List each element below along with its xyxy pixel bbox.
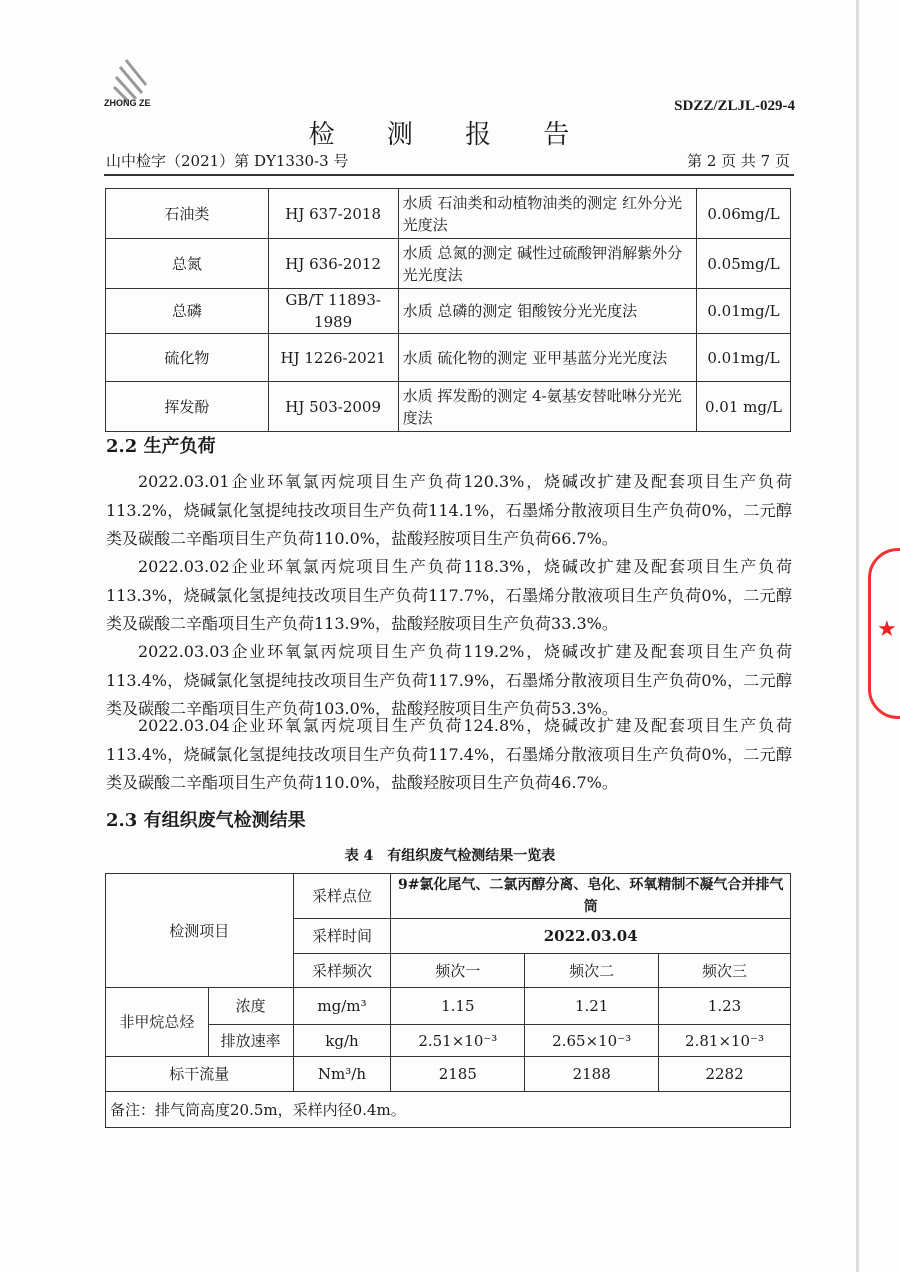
table-row bbox=[106, 289, 791, 334]
cell-method: 水质 总氮的测定 碱性过硫酸钾消解紫外分光光度法 bbox=[398, 239, 696, 289]
emission-results-table bbox=[105, 873, 791, 1128]
table-caption: 表 4 有组织废气检测结果一览表 bbox=[344, 848, 556, 864]
cell-item: 石油类 bbox=[106, 189, 269, 239]
pollutant-name: 非甲烷总烃 bbox=[106, 988, 209, 1057]
table-note: 备注：排气筒高度20.5m，采样内径0.4m。 bbox=[106, 1092, 791, 1128]
freq-1: 频次一 bbox=[391, 954, 525, 988]
cell-method: 水质 总磷的测定 钼酸铵分光光度法 bbox=[398, 289, 696, 334]
rate-unit: kg/h bbox=[293, 1025, 391, 1057]
table-row bbox=[106, 334, 791, 382]
paragraph: 2022.03.04企业环氧氯丙烷项目生产负荷124.8%，烧碱改扩建及配套项目生产负荷113.4%，烧碱氯化氢提纯技改项目生产负荷117.4%，石墨烯分散液项目生产负荷0%，二元醇类及碳酸二辛酯项目生产负荷110.0%，盐酸羟胺项目生产负荷46.7%。 bbox=[106, 716, 792, 792]
item-header: 检测项目 bbox=[106, 874, 294, 988]
freq-3: 频次三 bbox=[659, 954, 791, 988]
rate-1: 2.51×10⁻³ bbox=[391, 1025, 525, 1057]
paragraph: 2022.03.03企业环氧氯丙烷项目生产负荷119.2%，烧碱改扩建及配套项目生产负荷113.4%，烧碱氯化氢提纯技改项目生产负荷117.9%，石墨烯分散液项目生产负荷0%，二元醇类及碳酸二辛酯项目生产负荷103.0%，盐酸羟胺项目生产负荷53.3%。 bbox=[106, 642, 792, 718]
cell-limit: 0.01mg/L bbox=[697, 334, 791, 382]
flow-label: 标干流量 bbox=[106, 1057, 294, 1092]
cell-item: 挥发酚 bbox=[106, 382, 269, 432]
cell-standard: HJ 637-2018 bbox=[268, 189, 398, 239]
page-title: 检 测 报 告 bbox=[308, 120, 592, 150]
time-value: 2022.03.04 bbox=[391, 919, 791, 954]
freq-label: 采样频次 bbox=[293, 954, 391, 988]
cell-method: 水质 石油类和动植物油类的测定 红外分光光度法 bbox=[398, 189, 696, 239]
logo-text: ZHONG ZE bbox=[104, 98, 151, 108]
table-row bbox=[106, 382, 791, 432]
rate-2: 2.65×10⁻³ bbox=[525, 1025, 659, 1057]
cell-standard: HJ 636-2012 bbox=[268, 239, 398, 289]
cell-limit: 0.01mg/L bbox=[697, 289, 791, 334]
section-heading: 2.2 生产负荷 bbox=[106, 436, 216, 457]
conc-2: 1.21 bbox=[525, 988, 659, 1025]
flow-1: 2185 bbox=[391, 1057, 525, 1092]
cell-standard: GB/T 11893-1989 bbox=[268, 289, 398, 334]
point-label: 采样点位 bbox=[293, 874, 391, 919]
table-row bbox=[106, 239, 791, 289]
rate-3: 2.81×10⁻³ bbox=[659, 1025, 791, 1057]
paragraph: 2022.03.02企业环氧氯丙烷项目生产负荷118.3%，烧碱改扩建及配套项目生产负荷113.3%，烧碱氯化氢提纯技改项目生产负荷117.7%，石墨烯分散液项目生产负荷0%，二元醇类及碳酸二辛酯项目生产负荷113.9%，盐酸羟胺项目生产负荷33.3%。 bbox=[106, 557, 792, 633]
header-divider bbox=[104, 174, 794, 176]
flow-2: 2188 bbox=[525, 1057, 659, 1092]
point-value: 9#氯化尾气、二氯丙醇分离、皂化、环氧精制不凝气合并排气筒 bbox=[391, 874, 791, 919]
flow-unit: Nm³/h bbox=[293, 1057, 391, 1092]
cell-standard: HJ 1226-2021 bbox=[268, 334, 398, 382]
cell-item: 总磷 bbox=[106, 289, 269, 334]
conc-1: 1.15 bbox=[391, 988, 525, 1025]
time-label: 采样时间 bbox=[293, 919, 391, 954]
table-row bbox=[106, 189, 791, 239]
conc-3: 1.23 bbox=[659, 988, 791, 1025]
methods-table bbox=[105, 188, 791, 432]
cell-standard: HJ 503-2009 bbox=[268, 382, 398, 432]
cell-item: 硫化物 bbox=[106, 334, 269, 382]
conc-unit: mg/m³ bbox=[293, 988, 391, 1025]
page-number: 第 2 页 共 7 页 bbox=[687, 152, 790, 170]
rate-label: 排放速率 bbox=[208, 1025, 293, 1057]
scan-edge bbox=[856, 0, 859, 1272]
flow-3: 2282 bbox=[659, 1057, 791, 1092]
official-stamp: ★ bbox=[868, 548, 900, 719]
cell-limit: 0.05mg/L bbox=[697, 239, 791, 289]
cell-limit: 0.06mg/L bbox=[697, 189, 791, 239]
conc-label: 浓度 bbox=[208, 988, 293, 1025]
cell-limit: 0.01 mg/L bbox=[697, 382, 791, 432]
freq-2: 频次二 bbox=[525, 954, 659, 988]
cell-method: 水质 挥发酚的测定 4-氨基安替吡啉分光光度法 bbox=[398, 382, 696, 432]
cell-item: 总氮 bbox=[106, 239, 269, 289]
paragraph: 2022.03.01企业环氧氯丙烷项目生产负荷120.3%，烧碱改扩建及配套项目生产负荷113.2%，烧碱氯化氢提纯技改项目生产负荷114.1%，石墨烯分散液项目生产负荷0%，二元醇类及碳酸二辛酯项目生产负荷110.0%，盐酸羟胺项目生产负荷66.7%。 bbox=[106, 472, 792, 548]
report-number: 山中检字（2021）第 DY1330-3 号 bbox=[106, 152, 349, 170]
section-heading: 2.3 有组织废气检测结果 bbox=[106, 810, 306, 831]
cell-method: 水质 硫化物的测定 亚甲基蓝分光光度法 bbox=[398, 334, 696, 382]
document-code: SDZZ/ZLJL-029-4 bbox=[674, 98, 795, 114]
